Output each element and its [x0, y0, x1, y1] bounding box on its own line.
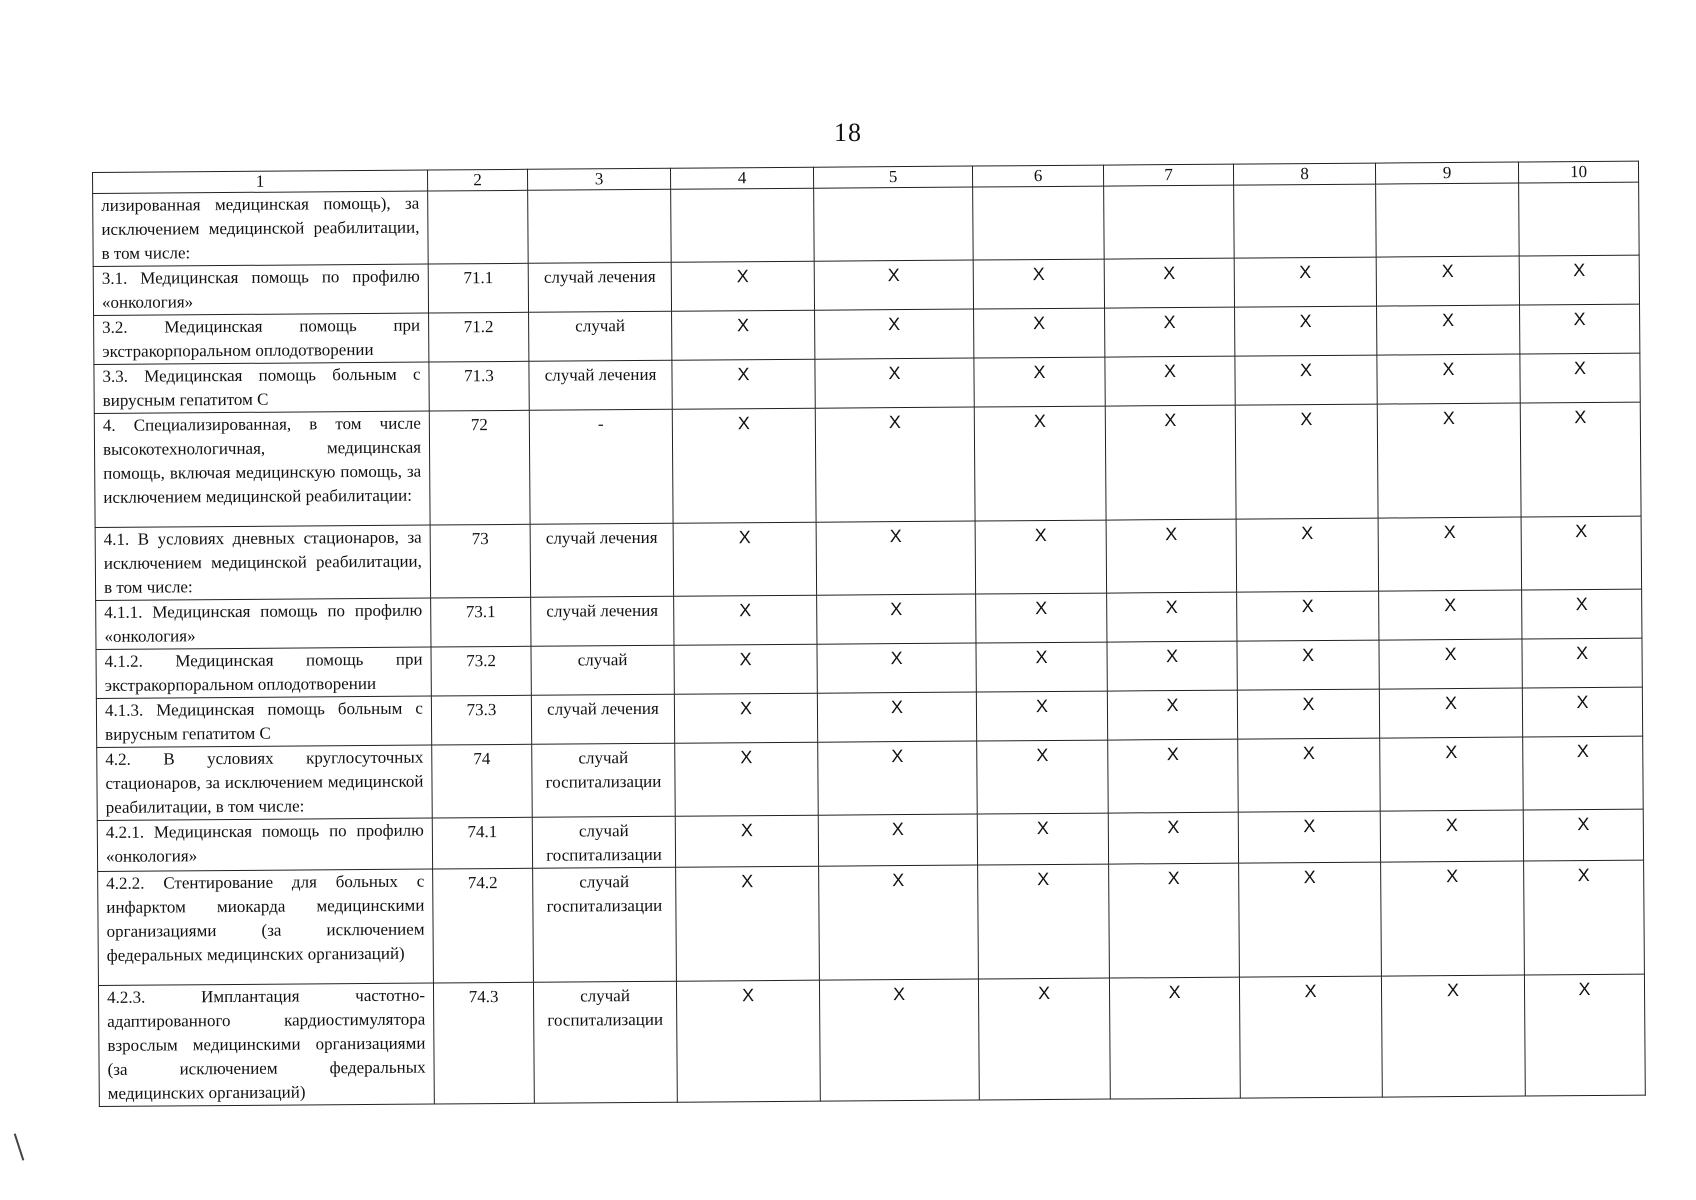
row-mark-cell: X: [1105, 405, 1236, 520]
column-header: 4: [670, 167, 813, 189]
row-mark-cell: X: [976, 593, 1107, 643]
row-mark-cell: [1234, 184, 1377, 258]
row-unit-cell: случай: [529, 311, 672, 361]
row-name-cell: 3.1. Медицинская помощь по профилю «онкология»: [93, 264, 428, 315]
row-mark-cell: X: [1524, 860, 1645, 975]
row-mark-cell: X: [1234, 257, 1376, 307]
row-mark-cell: [1376, 183, 1520, 257]
row-mark-cell: X: [978, 978, 1110, 1100]
row-mark-cell: X: [818, 814, 977, 866]
row-unit-cell: случай госпитализации: [532, 743, 676, 817]
row-name-cell: 4.1.3. Медицинская помощь больным с вирусным гепатитом С: [96, 696, 431, 747]
row-mark-cell: X: [977, 740, 1109, 814]
column-header: 9: [1375, 162, 1518, 184]
column-header: 1: [93, 170, 428, 193]
row-unit-cell: случай: [531, 645, 674, 695]
row-mark-cell: X: [974, 308, 1105, 358]
row-mark-cell: X: [676, 980, 820, 1102]
row-mark-cell: X: [1377, 305, 1520, 355]
row-name-cell: 4. Специализированная, в том числе высокотехнологичная, медицинская помощь, включая медицинскую помощь, за исключением медицинской реабилитации:: [94, 411, 430, 527]
column-header: 7: [1103, 164, 1233, 186]
table-row: [98, 860, 1645, 985]
row-mark-cell: X: [1521, 516, 1642, 590]
row-mark-cell: X: [673, 522, 817, 596]
row-unit-cell: случай госпитализации: [533, 981, 677, 1103]
row-name-cell: 4.2. В условиях круглосуточных стационаров, за исключением медицинской реабилитации, в том числе:: [97, 745, 433, 820]
row-code-cell: 73.3: [431, 695, 531, 745]
row-mark-cell: X: [974, 357, 1105, 407]
row-mark-cell: X: [1377, 403, 1521, 518]
row-mark-cell: X: [1376, 256, 1519, 306]
row-mark-cell: [814, 187, 974, 261]
row-code-cell: 71.1: [428, 263, 528, 313]
row-name-cell: 3.3. Медицинская помощь больным с вирусным гепатитом С: [94, 362, 429, 413]
row-mark-cell: X: [1105, 356, 1235, 406]
row-mark-cell: X: [817, 692, 976, 742]
table-body: [93, 182, 1646, 1106]
row-mark-cell: X: [1522, 589, 1642, 639]
row-mark-cell: X: [978, 864, 1110, 979]
table-container: [92, 161, 1645, 1107]
row-name-cell: 4.1.1. Медицинская помощь по профилю «онкология»: [96, 598, 431, 649]
row-mark-cell: X: [1379, 639, 1522, 689]
table-row: [93, 182, 1639, 266]
row-mark-cell: [671, 188, 815, 262]
row-mark-cell: X: [674, 644, 817, 694]
row-mark-cell: X: [1106, 519, 1237, 593]
row-mark-cell: X: [1522, 687, 1642, 737]
row-mark-cell: X: [675, 742, 819, 816]
row-code-cell: 71.3: [429, 361, 529, 411]
column-header: 8: [1233, 163, 1375, 185]
row-name-cell: 3.2. Медицинская помощь при экстракорпоральном оплодотворении: [94, 313, 429, 364]
row-mark-cell: X: [674, 693, 817, 743]
row-mark-cell: X: [1104, 258, 1234, 308]
row-mark-cell: X: [1238, 738, 1381, 812]
row-mark-cell: X: [976, 691, 1107, 741]
row-unit-cell: случай госпитализации: [533, 867, 677, 982]
row-mark-cell: X: [671, 261, 814, 311]
row-mark-cell: X: [973, 259, 1104, 309]
row-code-cell: 74.1: [432, 817, 532, 869]
row-name-cell: 4.1.2. Медицинская помощь при экстракорпоральном оплодотворении: [96, 647, 431, 698]
row-mark-cell: [973, 186, 1105, 260]
row-unit-cell: случай лечения: [531, 596, 674, 646]
row-name-cell: лизированная медицинская помощь), за исключением медицинской реабилитации, в том числе:: [93, 191, 429, 266]
table-row: [97, 736, 1643, 820]
row-code-cell: 71.2: [429, 312, 529, 362]
row-mark-cell: X: [1522, 638, 1642, 688]
row-mark-cell: X: [819, 979, 979, 1101]
row-code-cell: [428, 190, 529, 264]
row-mark-cell: X: [1379, 688, 1522, 738]
row-name-cell: 4.2.1. Медицинская помощь по профилю «онкология»: [97, 818, 432, 871]
row-mark-cell: X: [1380, 737, 1524, 811]
row-mark-cell: X: [1523, 736, 1644, 810]
row-name-cell: 4.2.2. Стентирование для больных с инфарктом миокарда медицинскими организациями (за исключением федеральных медицинских организаций): [98, 869, 434, 985]
row-unit-cell: случай госпитализации: [532, 816, 675, 868]
row-mark-cell: [1104, 185, 1235, 259]
row-mark-cell: X: [815, 407, 975, 522]
column-header: 2: [427, 169, 527, 191]
row-mark-cell: X: [1378, 517, 1522, 591]
row-code-cell: 73.2: [431, 646, 531, 696]
row-mark-cell: X: [1381, 861, 1525, 976]
row-mark-cell: X: [675, 815, 818, 867]
row-mark-cell: X: [1519, 255, 1639, 305]
column-header: 5: [813, 166, 972, 188]
row-mark-cell: X: [1520, 402, 1641, 517]
row-mark-cell: X: [1236, 518, 1379, 592]
row-mark-cell: X: [1381, 975, 1525, 1097]
table-row: [95, 516, 1641, 600]
row-mark-cell: X: [1108, 812, 1238, 864]
row-mark-cell: X: [814, 260, 973, 310]
row-mark-cell: X: [674, 595, 817, 645]
row-mark-cell: X: [1237, 591, 1379, 641]
row-name-cell: 4.1. В условиях дневных стационаров, за исключением медицинской реабилитации, в том числе:: [95, 525, 431, 600]
row-mark-cell: X: [818, 741, 978, 815]
row-mark-cell: [1519, 182, 1640, 256]
row-mark-cell: X: [819, 865, 979, 980]
row-mark-cell: X: [1520, 304, 1640, 354]
row-mark-cell: X: [1239, 976, 1382, 1098]
row-mark-cell: X: [1235, 355, 1377, 405]
row-unit-cell: случай лечения: [531, 694, 674, 744]
scan-mark: [14, 1133, 25, 1160]
column-header: 6: [972, 165, 1103, 187]
page-number: 18: [834, 118, 862, 147]
row-mark-cell: X: [1239, 862, 1382, 977]
row-mark-cell: X: [672, 408, 816, 523]
row-unit-cell: случай лечения: [530, 523, 674, 597]
row-mark-cell: X: [1107, 592, 1237, 642]
row-mark-cell: X: [1380, 810, 1523, 862]
table-row: [94, 402, 1641, 527]
table-row: [98, 974, 1645, 1106]
row-code-cell: 74: [432, 744, 533, 818]
column-header: 3: [527, 168, 670, 190]
row-unit-cell: случай лечения: [529, 360, 672, 410]
row-mark-cell: X: [1520, 353, 1640, 403]
row-mark-cell: X: [817, 643, 976, 693]
row-mark-cell: X: [672, 359, 815, 409]
row-code-cell: 74.3: [433, 982, 534, 1104]
row-mark-cell: X: [1107, 690, 1237, 740]
row-mark-cell: X: [1237, 689, 1379, 739]
row-mark-cell: X: [1379, 590, 1522, 640]
row-mark-cell: X: [816, 521, 976, 595]
row-mark-cell: X: [1109, 977, 1240, 1099]
row-code-cell: 72: [429, 410, 530, 525]
row-mark-cell: X: [1237, 640, 1379, 690]
row-unit-cell: случай лечения: [528, 262, 671, 312]
row-mark-cell: X: [976, 642, 1107, 692]
row-mark-cell: X: [676, 866, 820, 981]
row-code-cell: 73: [430, 524, 531, 598]
row-name-cell: 4.2.3. Имплантация частотно-адаптированного кардиостимулятора взрослым медицинскими организациями (за исключением федеральных медицинских организаций): [98, 983, 434, 1106]
row-mark-cell: X: [815, 358, 974, 408]
row-mark-cell: X: [817, 594, 976, 644]
data-table: [92, 161, 1646, 1107]
row-mark-cell: X: [1105, 307, 1235, 357]
row-mark-cell: X: [1523, 809, 1643, 861]
row-mark-cell: X: [977, 813, 1108, 865]
row-mark-cell: X: [1238, 811, 1380, 863]
row-unit-cell: -: [529, 409, 673, 524]
row-mark-cell: X: [1109, 863, 1240, 978]
row-mark-cell: X: [1377, 354, 1520, 404]
row-unit-cell: [528, 189, 672, 263]
row-mark-cell: X: [1235, 404, 1378, 519]
row-mark-cell: X: [672, 310, 815, 360]
row-mark-cell: X: [974, 406, 1106, 521]
row-code-cell: 73.1: [431, 597, 531, 647]
column-header: 10: [1518, 161, 1638, 183]
row-mark-cell: X: [1107, 641, 1237, 691]
row-mark-cell: X: [1524, 974, 1645, 1096]
row-mark-cell: X: [815, 309, 974, 359]
row-mark-cell: X: [975, 520, 1107, 594]
row-code-cell: 74.2: [433, 868, 534, 983]
row-mark-cell: X: [1108, 739, 1239, 813]
row-mark-cell: X: [1235, 306, 1377, 356]
